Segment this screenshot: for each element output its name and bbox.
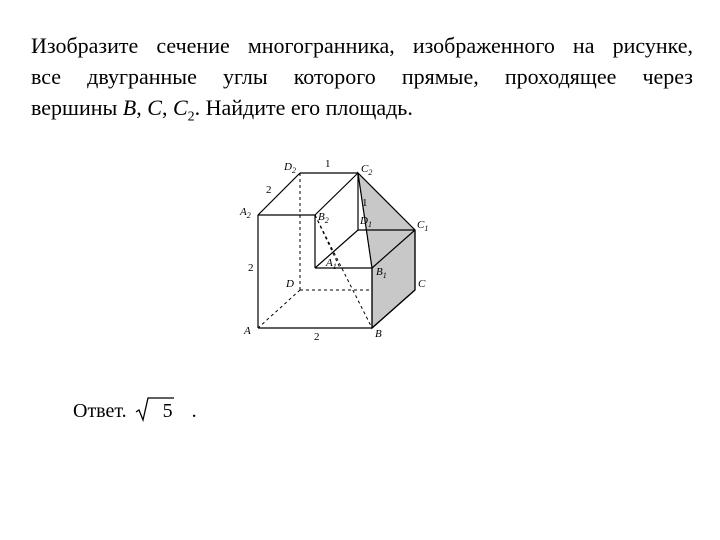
label-c: C: [418, 278, 426, 290]
answer-label: Ответ.: [73, 400, 127, 422]
problem-line-1: Изобразите сечение многогранника, изображенного на рисунке,: [31, 33, 693, 58]
length-label-a2d2: 2: [266, 184, 272, 196]
length-label-d2c2: 1: [325, 158, 331, 170]
label-b: B: [375, 328, 382, 340]
polyhedron-figure: [230, 150, 450, 345]
hidden-edge-d-a: [258, 290, 300, 328]
answer-line: [73, 400, 197, 423]
edge-a2-d2: [258, 173, 300, 215]
label-b2: $B_2$: [318, 211, 329, 225]
answer-end: .: [191, 400, 197, 422]
label-d2: $D_2$: [284, 161, 296, 175]
label-c2: $C_2$: [361, 163, 373, 177]
answer-radicand: 5: [162, 400, 173, 422]
label-a: A: [244, 325, 251, 337]
label-c1: $C_1$: [417, 219, 429, 233]
length-label-c2d1: 1: [362, 197, 368, 209]
sqrt-expression: [154, 400, 173, 423]
length-label-height: 2: [248, 262, 254, 274]
problem-text: [31, 30, 693, 123]
problem-line-2: все двугранные углы которого прямые, проходящее через: [31, 64, 693, 89]
problem-line-3: вершины B, C, $C_2$. Найдите его площадь.: [31, 95, 413, 125]
label-a1: $A_1$: [326, 257, 337, 271]
label-d: D: [286, 278, 294, 290]
edge-b2-c2: [315, 173, 358, 215]
label-d1: $D_1$: [360, 215, 372, 229]
label-a2: $A_2$: [240, 206, 251, 220]
hidden-edge-b2-b: [315, 215, 372, 328]
sqrt-icon: [134, 396, 174, 424]
label-b1: $B_1$: [376, 266, 387, 280]
length-label-ab: 2: [314, 331, 320, 343]
